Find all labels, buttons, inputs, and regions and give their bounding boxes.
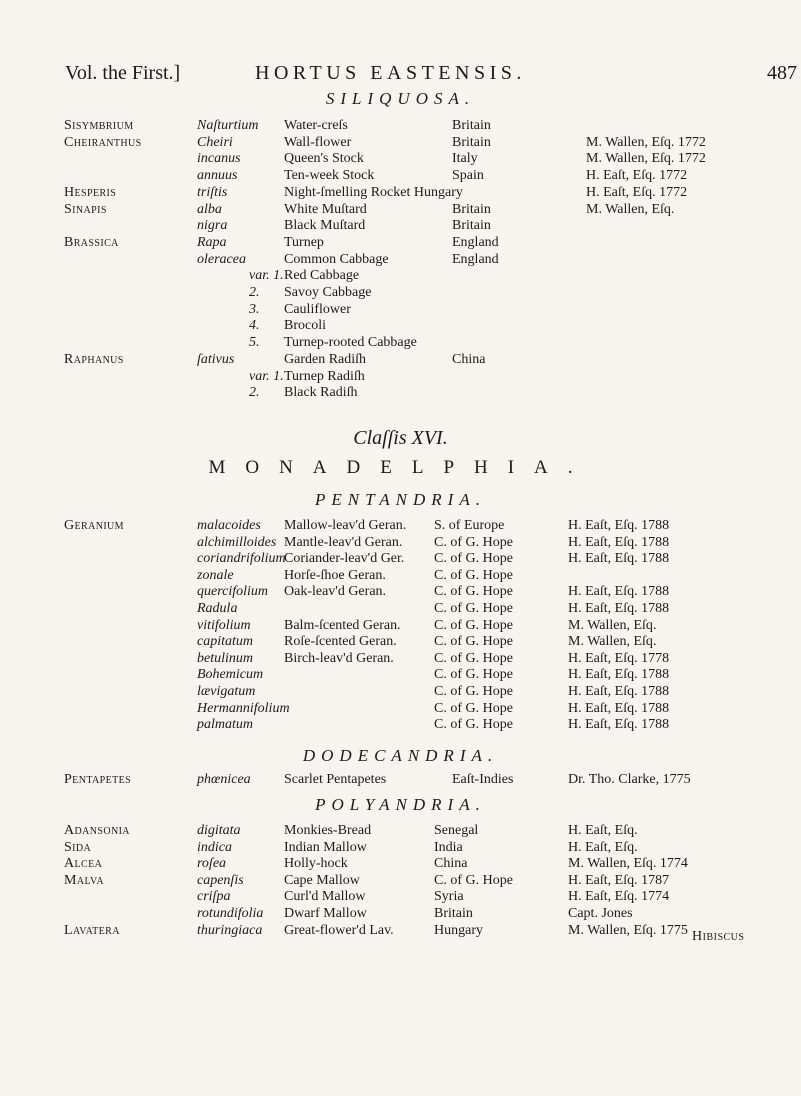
- table-row: [0, 583, 801, 600]
- native-place: India: [434, 839, 463, 855]
- species-name: digitata: [197, 823, 241, 838]
- genus-name: Alcea: [64, 856, 103, 872]
- species-name: indica: [197, 839, 232, 855]
- species-name: lævigatum: [197, 684, 256, 699]
- table-row: [0, 617, 801, 634]
- section-polyandria: POLYANDRIA.: [315, 795, 486, 814]
- introduced-by: Dr. Tho. Clarke, 1775: [568, 772, 691, 787]
- introduced-by: M. Wallen, Eſq. 1772: [586, 151, 706, 167]
- native-place: Britain: [434, 906, 473, 921]
- english-name: Indian Mallow: [284, 839, 367, 855]
- introduced-by: H. Eaſt, Eſq. 1788: [568, 584, 670, 600]
- english-name: Turnep Radiſh: [284, 368, 365, 384]
- species-name: thuringiaca: [197, 922, 263, 938]
- native-place: Spain: [452, 168, 484, 184]
- table-row: [0, 301, 801, 318]
- english-name: White Muſtard: [284, 201, 367, 217]
- species-name: capenſis: [197, 872, 244, 888]
- native-place: Italy: [452, 151, 478, 167]
- introduced-by: H. Eaſt, Eſq. 1788: [568, 601, 670, 616]
- introduced-by: H. Eaſt, Eſq.: [568, 823, 638, 838]
- species-name: criſpa: [197, 889, 231, 905]
- genus-name: Adansonia: [64, 823, 130, 838]
- english-name: Balm-ſcented Geran.: [284, 617, 401, 633]
- species-name: coriandrifolium: [197, 551, 286, 567]
- english-name: Great-flower'd Lav.: [284, 922, 394, 938]
- introduced-by: H. Eaſt, Eſq. 1788: [568, 684, 670, 699]
- species-name: quercifolium: [197, 584, 269, 600]
- english-name: Cauliflower: [284, 301, 351, 317]
- table-row: [0, 184, 801, 201]
- native-place: C. of G. Hope: [434, 684, 513, 699]
- english-name: Monkies-Bread: [284, 823, 372, 838]
- section-monadelphia: MONADELPHIA.: [208, 457, 593, 478]
- species-name: alba: [197, 201, 222, 217]
- table-row: [0, 839, 801, 856]
- table-row: [0, 217, 801, 234]
- table-row: [0, 517, 801, 534]
- table-row: [0, 600, 801, 617]
- species-name: rotundifolia: [197, 906, 264, 921]
- native-place: England: [452, 234, 499, 250]
- table-row: [0, 567, 801, 584]
- native-place: Syria: [434, 889, 464, 905]
- native-place: C. of G. Hope: [434, 717, 513, 733]
- native-place: C. of G. Hope: [434, 617, 513, 633]
- species-name: zonale: [197, 567, 234, 583]
- english-name: Curl'd Mallow: [284, 889, 366, 905]
- variety-number: 3.: [249, 301, 260, 317]
- variety-number: 2.: [249, 285, 260, 300]
- table-row: [0, 666, 801, 683]
- table-row: [0, 633, 801, 650]
- table-row: [0, 550, 801, 567]
- variety-number: var. 1.: [249, 368, 284, 384]
- table-row: [0, 700, 801, 717]
- english-name: Roſe-ſcented Geran.: [284, 634, 397, 650]
- introduced-by: M. Wallen, Eſq. 1772: [586, 134, 706, 150]
- section-pentandria: PENTANDRIA.: [315, 490, 486, 509]
- running-header-volume: Vol. the First.]: [65, 62, 181, 84]
- english-name: Savoy Cabbage: [284, 285, 372, 300]
- table-row: [0, 716, 801, 733]
- native-place: C. of G. Hope: [434, 634, 513, 650]
- english-name: Ten-week Stock: [284, 168, 375, 184]
- species-name: Naſturtium: [197, 118, 259, 133]
- running-header-title: HORTUS EASTENSIS.: [255, 62, 526, 84]
- genus-name: Pentapetes: [64, 772, 132, 787]
- native-place: C. of G. Hope: [434, 551, 513, 567]
- native-place: England: [452, 251, 499, 267]
- introduced-by: Capt. Jones: [568, 906, 633, 921]
- species-name: incanus: [197, 151, 241, 167]
- table-row: [0, 855, 801, 872]
- genus-name: Geranium: [64, 518, 124, 533]
- introduced-by: H. Eaſt, Eſq. 1788: [568, 534, 670, 550]
- genus-name: Malva: [64, 872, 105, 888]
- native-place: S. of Europe: [434, 518, 505, 533]
- table-row: [0, 234, 801, 251]
- species-name: annuus: [197, 168, 238, 184]
- english-name: Oak-leav'd Geran.: [284, 584, 387, 600]
- native-place: C. of G. Hope: [434, 584, 513, 600]
- table-row: [0, 267, 801, 284]
- introduced-by: H. Eaſt, Eſq. 1788: [568, 700, 670, 716]
- native-place: Eaſt-Indies: [452, 772, 514, 787]
- introduced-by: H. Eaſt, Eſq.: [568, 839, 638, 855]
- english-name: Black Muſtard: [284, 218, 366, 234]
- species-name: vitifolium: [197, 617, 251, 633]
- english-name: Horſe-ſhoe Geran.: [284, 567, 386, 583]
- table-row: [0, 334, 801, 351]
- species-name: ſativus: [197, 351, 235, 367]
- english-name: Mallow-leav'd Geran.: [284, 518, 407, 533]
- table-row: [0, 922, 801, 939]
- introduced-by: H. Eaſt, Eſq. 1778: [568, 650, 670, 666]
- table-row: [0, 683, 801, 700]
- english-name: Cape Mallow: [284, 872, 360, 888]
- table-row: [0, 771, 801, 788]
- native-place: Senegal: [434, 823, 479, 838]
- native-place: China: [452, 351, 486, 367]
- species-name: Cheiri: [197, 134, 233, 150]
- species-name: malacoides: [197, 518, 261, 533]
- genus-name: Lavatera: [64, 922, 120, 938]
- class-heading: Claſſis XVI.: [353, 427, 448, 449]
- native-place: Hungary: [434, 922, 483, 938]
- section-siliquosa: SILIQUOSA.: [325, 89, 476, 108]
- variety-number: 4.: [249, 318, 260, 334]
- species-name: triſtis: [197, 184, 228, 200]
- table-row: [0, 384, 801, 401]
- genus-name: Raphanus: [64, 351, 124, 367]
- native-place: Britain: [452, 118, 491, 133]
- native-place: C. of G. Hope: [434, 650, 513, 666]
- english-name: Common Cabbage: [284, 251, 389, 267]
- table-row: [0, 872, 801, 889]
- table-row: [0, 134, 801, 151]
- table-row: [0, 888, 801, 905]
- table-row: [0, 822, 801, 839]
- english-name: Holly-hock: [284, 856, 348, 872]
- table-row: [0, 351, 801, 368]
- english-name: Dwarf Mallow: [284, 906, 367, 921]
- introduced-by: H. Eaſt, Eſq. 1772: [586, 168, 688, 184]
- table-row: [0, 905, 801, 922]
- table-row: [0, 368, 801, 385]
- table-row: [0, 317, 801, 334]
- native-place: C. of G. Hope: [434, 567, 513, 583]
- introduced-by: M. Wallen, Eſq.: [568, 617, 657, 633]
- species-name: Rapa: [197, 234, 227, 250]
- english-name: Turnep-rooted Cabbage: [284, 335, 417, 351]
- english-name: Brocoli: [284, 318, 326, 334]
- introduced-by: H. Eaſt, Eſq. 1787: [568, 872, 670, 888]
- english-name: Wall-flower: [284, 134, 352, 150]
- english-name: Black Radiſh: [284, 385, 358, 401]
- native-place: Britain: [452, 201, 491, 217]
- native-place: C. of G. Hope: [434, 601, 513, 616]
- table-row: [0, 650, 801, 667]
- species-name: oleracea: [197, 251, 246, 267]
- table-row: [0, 167, 801, 184]
- species-name: palmatum: [197, 717, 253, 733]
- native-place: China: [434, 856, 468, 872]
- native-place: Britain: [452, 134, 491, 150]
- introduced-by: H. Eaſt, Eſq. 1774: [568, 889, 670, 905]
- species-name: Bohemicum: [197, 667, 264, 683]
- page-number: 487: [767, 62, 797, 84]
- introduced-by: M. Wallen, Eſq. 1775: [568, 922, 688, 938]
- english-name: Queen's Stock: [284, 151, 364, 167]
- species-name: phœnicea: [197, 772, 251, 787]
- introduced-by: H. Eaſt, Eſq. 1788: [568, 518, 670, 533]
- table-row: [0, 150, 801, 167]
- english-name: Water-creſs: [284, 118, 348, 133]
- species-name: roſea: [197, 856, 227, 872]
- native-place: C. of G. Hope: [434, 872, 513, 888]
- english-name: Birch-leav'd Geran.: [284, 650, 394, 666]
- native-place: C. of G. Hope: [434, 700, 513, 716]
- species-name: Radula: [197, 601, 238, 616]
- table-row: [0, 201, 801, 218]
- english-name: Scarlet Pentapetes: [284, 772, 387, 787]
- introduced-by: H. Eaſt, Eſq. 1788: [568, 667, 670, 683]
- variety-number: var. 1.: [249, 268, 284, 284]
- english-name: Night-ſmelling Rocket Hungary: [284, 184, 463, 200]
- introduced-by: M. Wallen, Eſq.: [568, 634, 657, 650]
- table-row: [0, 534, 801, 551]
- genus-name: Sida: [64, 839, 92, 855]
- english-name: Mantle-leav'd Geran.: [284, 534, 403, 550]
- genus-name: Hesperis: [64, 184, 117, 200]
- table-row: [0, 251, 801, 268]
- variety-number: 2.: [249, 385, 260, 401]
- species-name: nigra: [197, 218, 228, 234]
- species-name: betulinum: [197, 650, 253, 666]
- introduced-by: M. Wallen, Eſq. 1774: [568, 856, 688, 872]
- english-name: Turnep: [284, 234, 324, 250]
- species-name: capitatum: [197, 634, 253, 650]
- genus-name: Sisymbrium: [64, 118, 134, 133]
- variety-number: 5.: [249, 335, 260, 351]
- section-dodecandria: DODECANDRIA.: [302, 746, 499, 765]
- genus-name: Sinapis: [64, 201, 107, 217]
- catchword: Hibiscus: [692, 929, 745, 944]
- introduced-by: H. Eaſt, Eſq. 1788: [568, 551, 670, 567]
- species-name: Hermannifolium: [197, 700, 290, 716]
- table-row: [0, 284, 801, 301]
- native-place: C. of G. Hope: [434, 667, 513, 683]
- genus-name: Cheiranthus: [64, 134, 142, 150]
- introduced-by: M. Wallen, Eſq.: [586, 201, 675, 217]
- genus-name: Brassica: [64, 234, 119, 250]
- introduced-by: H. Eaſt, Eſq. 1788: [568, 717, 670, 733]
- native-place: Britain: [452, 218, 491, 234]
- english-name: Garden Radiſh: [284, 351, 367, 367]
- introduced-by: H. Eaſt, Eſq. 1772: [586, 184, 688, 200]
- native-place: C. of G. Hope: [434, 534, 513, 550]
- english-name: Coriander-leav'd Ger.: [284, 551, 405, 567]
- species-name: alchimilloides: [197, 534, 277, 550]
- table-row: [0, 117, 801, 134]
- english-name: Red Cabbage: [284, 268, 360, 284]
